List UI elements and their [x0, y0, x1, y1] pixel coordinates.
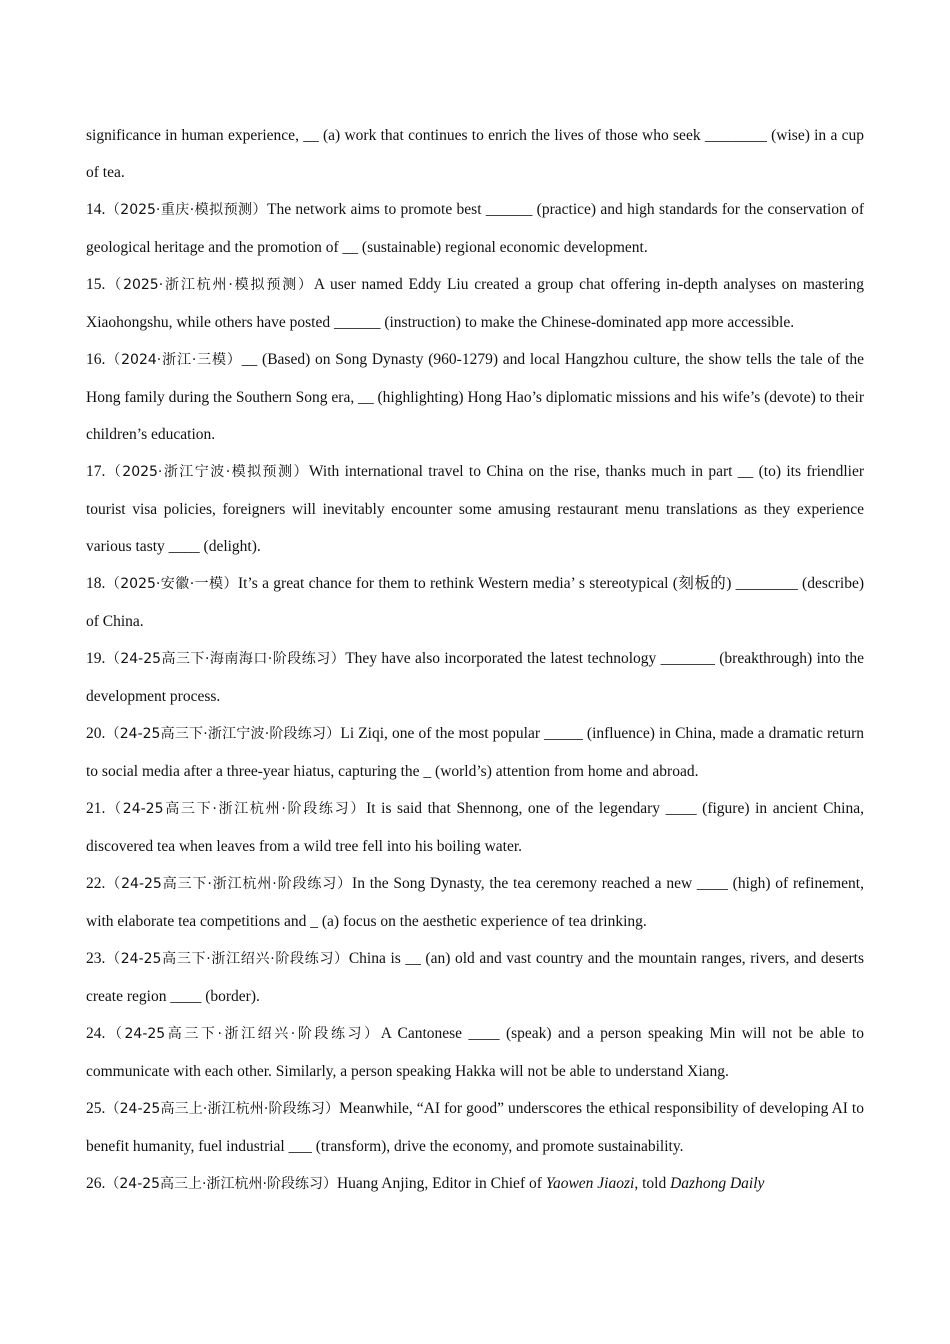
- question-text: Meanwhile, “AI for good” underscores the ethical responsibility of developing AI to benefit humanity, fuel industrial ___ (transform), drive the economy, and promote sustainability.: [86, 1100, 864, 1155]
- question-number: 23.: [86, 950, 106, 967]
- question-source: （24-25高三上·浙江杭州·阶段练习）: [105, 1176, 337, 1192]
- question-item: [86, 191, 864, 266]
- question-number: 26.: [86, 1175, 106, 1192]
- question-source: （2024·浙江·三模）: [105, 352, 242, 368]
- question-item: [86, 1090, 864, 1165]
- question-item: [86, 640, 864, 715]
- question-number: 25.: [86, 1100, 106, 1117]
- question-number: 19.: [86, 650, 106, 667]
- question-text: China is __ (an) old and vast country and the mountain ranges, rivers, and deserts create region ____ (border).: [86, 950, 864, 1005]
- question-number: 18.: [86, 575, 106, 592]
- question-text: It is said that Shennong, one of the legendary ____ (figure) in ancient China, discovered tea when leaves from a wild tree fell into his boiling water.: [86, 800, 864, 855]
- question-text: In the Song Dynasty, the tea ceremony reached a new ____ (high) of refinement, with elaborate tea competitions and _ (a) focus on the aesthetic experience of tea drinking.: [86, 875, 864, 930]
- question-text: With international travel to China on the rise, thanks much in part __ (to) its friendlier tourist visa policies, foreigners will inevitably encounter some amusing restaurant menu translations as they experience various tasty ____ (delight).: [86, 463, 864, 555]
- question-source: （2025·安徽·一模）: [105, 576, 238, 592]
- question-text: It’s a great chance for them to rethink Western media’ s stereotypical (刻板的) ________ (describe) of China.: [86, 575, 865, 630]
- question-source: （24-25高三下·浙江杭州·阶段练习）: [105, 876, 353, 892]
- question-text: Huang Anjing, Editor in Chief of: [336, 1175, 546, 1192]
- question-item: [86, 453, 864, 565]
- intro-text: significance in human experience, __ (a) work that continues to enrich the lives of those who seek ________ (wise) in a cup of tea.: [86, 127, 864, 181]
- question-source: （2025·重庆·模拟预测）: [105, 202, 267, 218]
- question-number: 17.: [86, 463, 106, 480]
- question-text: They have also incorporated the latest technology _______ (breakthrough) into the development process.: [86, 650, 864, 705]
- question-text: , told: [634, 1175, 671, 1192]
- intro-paragraph: [86, 117, 864, 191]
- question-text: Li Ziqi, one of the most popular _____ (influence) in China, made a dramatic return to social media after a three-year hiatus, capturing the _ (world’s) attention from home and abroad.: [86, 725, 864, 780]
- question-text: The network aims to promote best ______ (practice) and high standards for the conservation of geological heritage and the promotion of __ (sustainable) regional economic development.: [86, 201, 864, 256]
- question-source: （24-25高三下·浙江宁波·阶段练习）: [105, 726, 341, 742]
- question-number: 16.: [86, 351, 106, 368]
- publication-title: Dazhong Daily: [670, 1175, 765, 1192]
- question-item: [86, 790, 864, 865]
- question-list: [86, 191, 864, 1165]
- question-item: [86, 341, 864, 453]
- question-item: [86, 565, 864, 640]
- question-item: [86, 940, 864, 1015]
- question-source: （24-25高三上·浙江杭州·阶段练习）: [105, 1101, 340, 1117]
- question-text: __ (Based) on Song Dynasty (960-1279) and local Hangzhou culture, the show tells the tale of the Hong family during the Southern Song era, __ (highlighting) Hong Hao’s diplomatic missions and his wife’s (devote) to their children’s education.: [86, 351, 865, 443]
- question-text: A user named Eddy Liu created a group chat offering in-depth analyses on mastering Xiaohongshu, while others have posted ______ (instruction) to make the Chinese-dominated app more accessible.: [86, 276, 864, 331]
- question-source: （24-25高三下·浙江绍兴·阶段练习）: [105, 1026, 381, 1042]
- question-text: A Cantonese ____ (speak) and a person speaking Min will not be able to communicate with each other. Similarly, a person speaking Hakka will not be able to understand Xiang.: [86, 1025, 864, 1080]
- question-item: [86, 266, 864, 341]
- question-source: （2025·浙江杭州·模拟预测）: [105, 277, 314, 293]
- question-number: 20.: [86, 725, 106, 742]
- question-item: [86, 1165, 864, 1203]
- question-number: 21.: [86, 800, 106, 817]
- question-number: 24.: [86, 1025, 106, 1042]
- publication-title: Yaowen Jiaozi: [545, 1175, 635, 1192]
- question-source: （24-25高三下·浙江杭州·阶段练习）: [105, 801, 367, 817]
- question-source: （24-25高三下·浙江绍兴·阶段练习）: [105, 951, 349, 967]
- question-item: [86, 865, 864, 940]
- question-number: 22.: [86, 875, 106, 892]
- question-item: [86, 1015, 864, 1090]
- question-source: （24-25高三下·海南海口·阶段练习）: [105, 651, 346, 667]
- question-number: 15.: [86, 276, 106, 293]
- question-source: （2025·浙江宁波·模拟预测）: [105, 464, 309, 480]
- document-page: [86, 117, 864, 1203]
- question-number: 14.: [86, 201, 106, 218]
- question-item: [86, 715, 864, 790]
